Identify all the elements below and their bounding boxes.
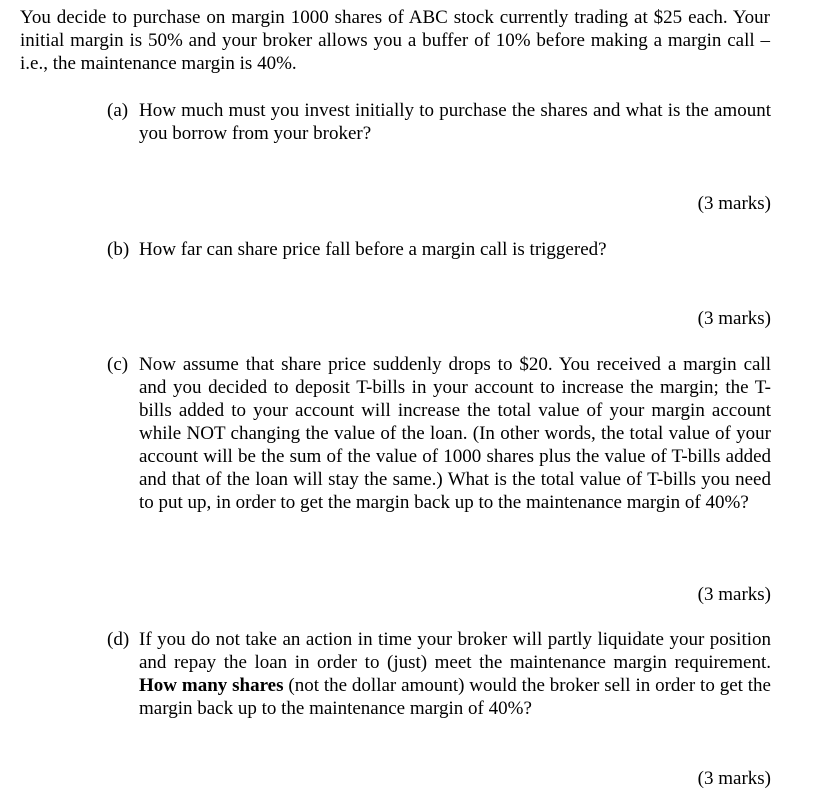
- question-a-label: (a): [107, 100, 129, 121]
- question-d-label: (d): [107, 629, 130, 650]
- question-c-marks: (3 marks): [697, 584, 771, 605]
- question-d-text-bold: How many shares: [139, 675, 284, 696]
- question-d: [107, 628, 771, 720]
- question-c-label: (c): [107, 354, 129, 375]
- question-d-text-before: If you do not take an action in time your broker will partly liquidate your position and repay the loan in order to (just) meet the maintenance margin requirement.: [139, 629, 771, 673]
- question-a-marks: (3 marks): [697, 193, 771, 214]
- question-d-marks: (3 marks): [697, 768, 771, 789]
- question-b-label: (b): [107, 239, 130, 260]
- question-c-text: Now assume that share price suddenly drops to $20. You received a margin call and you decided to deposit T-bills in your account to increase the margin; the T-bills added to your account will increase the total value of your margin account while NOT changing the value of the loan. (In other words, the total value of your account will be the sum of the value of 1000 shares plus the value of T-bills added and that of the loan will stay the same.) What is the total value of T-bills you need to put up, in order to get the margin back up to the maintenance margin of 40%?: [139, 354, 771, 513]
- question-d-text: [139, 628, 771, 720]
- question-d-text-after: (not the dollar amount) would the broker sell in order to get the margin back up to the maintenance margin of 40%?: [139, 675, 771, 719]
- question-a: [107, 99, 771, 145]
- question-b-marks: (3 marks): [697, 308, 771, 329]
- intro-paragraph: You decide to purchase on margin 1000 shares of ABC stock currently trading at $25 each. Your initial margin is 50% and your broker allows you a buffer of 10% before making a margin call – i.e., the maintenance margin is 40%.: [20, 7, 770, 74]
- question-b: [107, 238, 771, 261]
- question-c: [107, 353, 771, 514]
- question-a-text: How much must you invest initially to purchase the shares and what is the amount you borrow from your broker?: [139, 100, 771, 144]
- question-b-text: How far can share price fall before a margin call is triggered?: [139, 239, 607, 260]
